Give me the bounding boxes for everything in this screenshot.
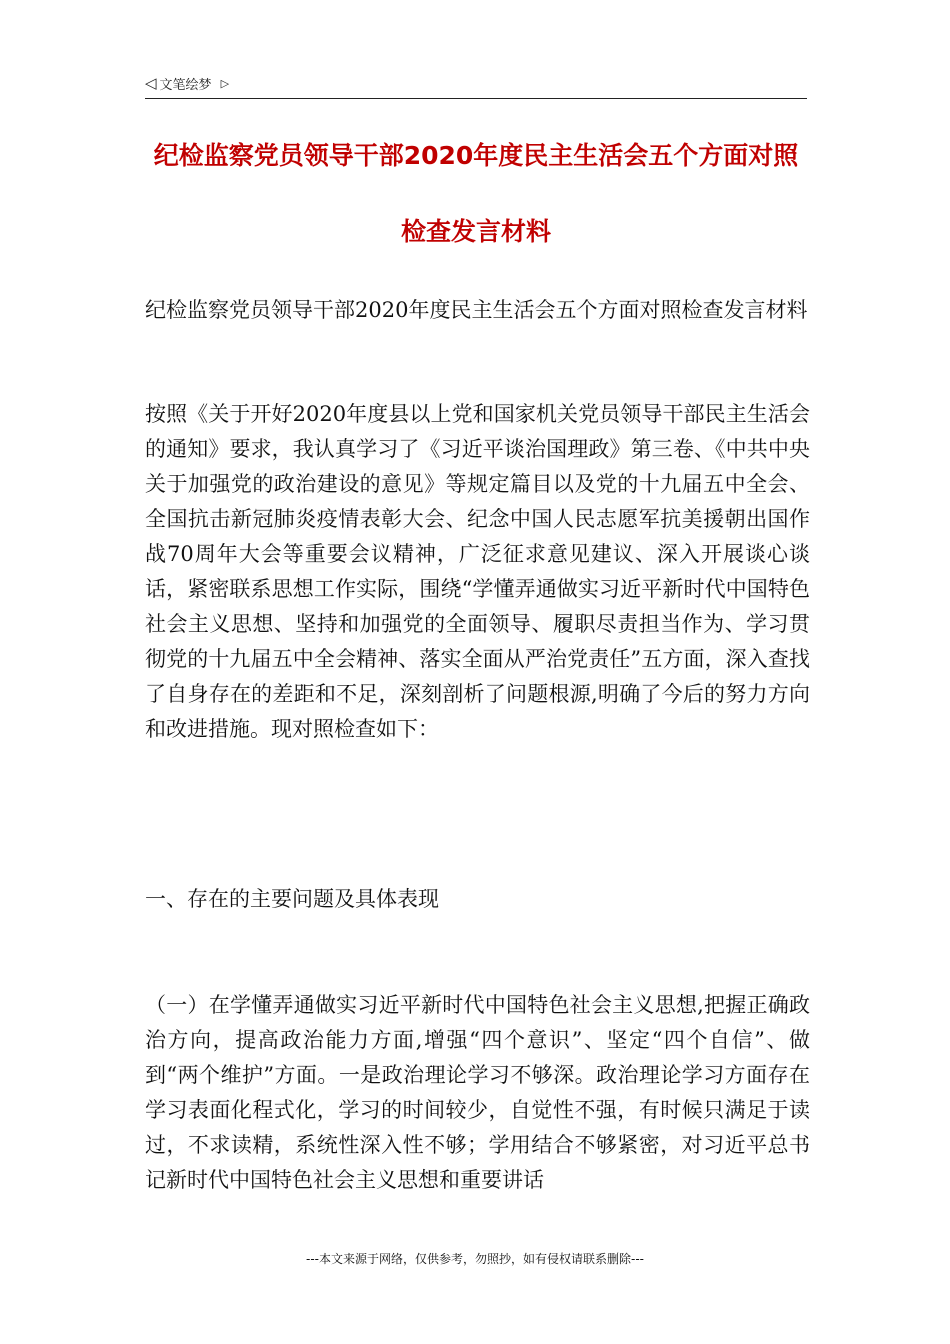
brand-logo — [145, 74, 229, 93]
right-triangle-icon: ▷ — [220, 77, 230, 90]
footer-notice: ---本文来源于网络，仅供参考，勿照抄，如有侵权请联系删除--- — [306, 1252, 644, 1266]
document-title-line-1: 纪检监察党员领导干部2020年度民主生活会五个方面对照 — [153, 141, 799, 170]
left-triangle-icon: ◁ — [145, 74, 157, 92]
page-header — [145, 70, 807, 99]
intro-paragraph: 按照《关于开好2020年度县以上党和国家机关党员领导干部民主生活会的通知》要求，我认真学习了《习近平谈治国理政》第三卷、《中共中央关于加强党的政治建设的意见》等规定篇目以及党的十九届五中全会、全国抗击新冠肺炎疫情表彰大会、纪念中国人民志愿军抗美援朝出国作战70周年大会等重要会议精神，广泛征求意见建议、深入开展谈心谈话，紧密联系思想工作实际，围绕“学懂弄通做实习近平新时代中国特色社会主义思想、坚持和加强党的全面领导、履职尽责担当作为、学习贯彻党的十九届五中全会精神、落实全面从严治党责任”五方面，深入查找了自身存在的差距和不足，深刻剖析了问题根源,明确了今后的努力方向和改进措施。现对照检查如下： — [145, 402, 810, 741]
brand-name: 文笔绘梦 — [159, 78, 212, 93]
item-1-paragraph: （一）在学懂弄通做实习近平新时代中国特色社会主义思想,把握正确政治方向，提高政治能力方面,增强“四个意识”、坚定“四个自信”、做到“两个维护”方面。一是政治理论学习不够深。政治理论学习方面存在学习表面化程式化，学习的时间较少，自觉性不强，有时候只满足于读过，不求读精，系统性深入性不够；学用结合不够紧密，对习近平总书记新时代中国特色社会主义思想和重要讲话 — [145, 993, 810, 1192]
document-subtitle: 纪检监察党员领导干部2020年度民主生活会五个方面对照检查发言材料 — [145, 298, 808, 322]
document-title-line-2: 检查发言材料 — [400, 217, 551, 246]
section-heading: 一、存在的主要问题及具体表现 — [145, 887, 439, 911]
